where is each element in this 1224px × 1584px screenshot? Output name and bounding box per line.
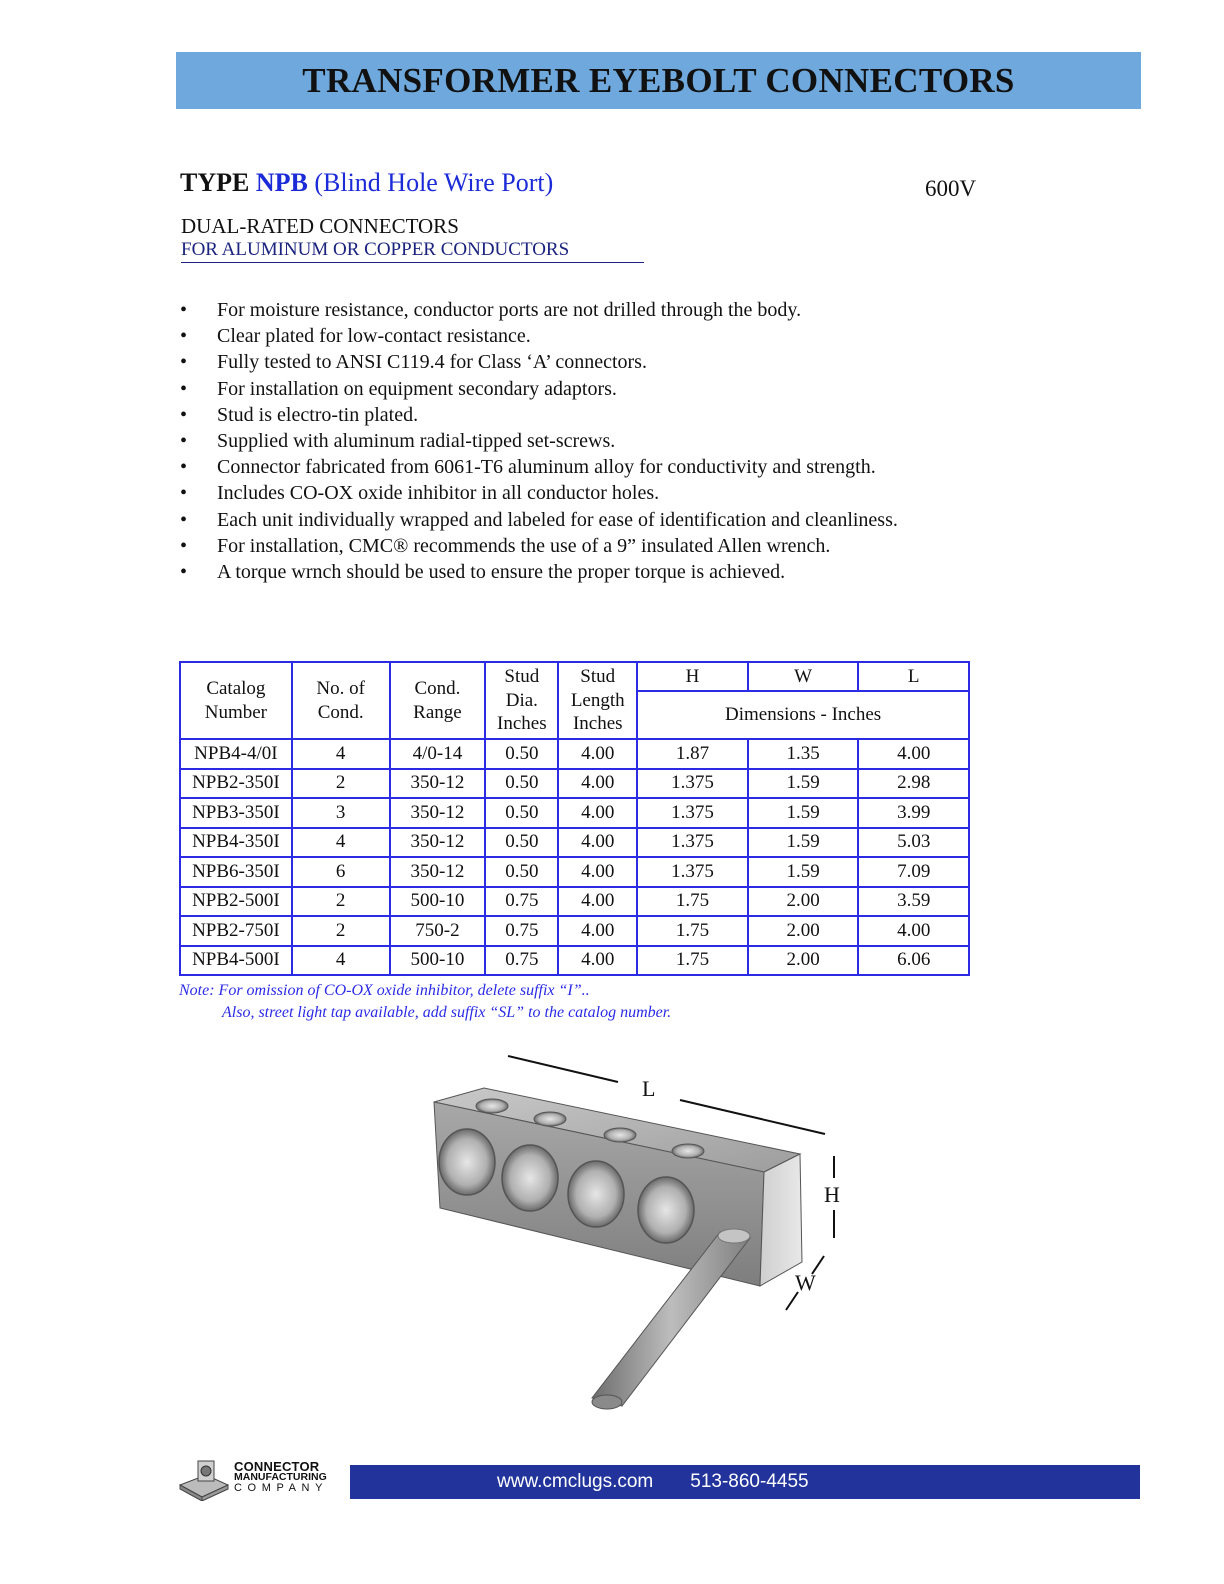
- header-no-of-cond: No. of Cond.: [292, 662, 390, 739]
- cell-w: 1.35: [748, 739, 859, 769]
- list-item: [180, 428, 898, 454]
- cell-stud-dia: 0.50: [485, 739, 558, 769]
- bullet-icon: •: [180, 325, 188, 348]
- cell-stud-len: 4.00: [558, 769, 637, 799]
- bullet-icon: •: [180, 456, 188, 479]
- cell-w: 1.59: [748, 828, 859, 858]
- cell-h: 1.75: [637, 887, 748, 917]
- cell-l: 3.59: [858, 887, 969, 917]
- type-prefix: TYPE: [180, 168, 250, 197]
- table-row: [180, 887, 969, 917]
- cell-catalog: NPB4-350I: [180, 828, 292, 858]
- cell-w: 2.00: [748, 916, 859, 946]
- page-title: TRANSFORMER EYEBOLT CONNECTORS: [302, 60, 1015, 100]
- product-type-heading: [180, 168, 553, 198]
- cell-w: 1.59: [748, 857, 859, 887]
- cell-l: 7.09: [858, 857, 969, 887]
- header-l: L: [858, 662, 969, 691]
- voltage-rating: 600V: [925, 176, 977, 201]
- cell-cond: 6: [292, 857, 390, 887]
- table-row: [180, 946, 969, 976]
- bullet-icon: •: [180, 561, 188, 584]
- note-line-1: Note: For omission of CO-OX oxide inhibitor, delete suffix “I”..: [179, 982, 590, 999]
- header-catalog-number: Catalog Number: [180, 662, 292, 739]
- dimension-label-h: H: [824, 1182, 840, 1207]
- cell-range: 350-12: [390, 828, 486, 858]
- cell-cond: 4: [292, 946, 390, 976]
- feature-text: For installation on equipment secondary adaptors.: [217, 377, 617, 400]
- setscrew-hole: [534, 1112, 566, 1126]
- rating-subheading: FOR ALUMINUM OR COPPER CONDUCTORS: [181, 239, 644, 263]
- feature-text: For installation, CMC® recommends the use of a 9” insulated Allen wrench.: [217, 534, 831, 557]
- list-item: [180, 507, 898, 533]
- bullet-icon: •: [180, 403, 188, 426]
- feature-list: [180, 297, 898, 585]
- bullet-icon: •: [180, 508, 188, 531]
- cell-stud-dia: 0.75: [485, 916, 558, 946]
- cell-stud-len: 4.00: [558, 739, 637, 769]
- cell-stud-dia: 0.50: [485, 769, 558, 799]
- cell-l: 3.99: [858, 798, 969, 828]
- cell-range: 4/0-14: [390, 739, 486, 769]
- logo-line-1: CONNECTOR: [234, 1459, 320, 1474]
- list-item: [180, 402, 898, 428]
- feature-text: A torque wrnch should be used to ensure the proper torque is achieved.: [217, 561, 786, 584]
- cell-cond: 4: [292, 828, 390, 858]
- cell-catalog: NPB4-4/0I: [180, 739, 292, 769]
- spec-table: [179, 661, 970, 976]
- cell-catalog: NPB2-500I: [180, 887, 292, 917]
- setscrew-hole: [672, 1144, 704, 1158]
- stud-end: [592, 1395, 622, 1409]
- conductor-port: [502, 1145, 558, 1211]
- header-stud-dia: Stud Dia. Inches: [485, 662, 558, 739]
- cell-range: 500-10: [390, 887, 486, 917]
- cell-cond: 2: [292, 916, 390, 946]
- setscrew-hole: [476, 1099, 508, 1113]
- cell-catalog: NPB2-750I: [180, 916, 292, 946]
- cell-catalog: NPB6-350I: [180, 857, 292, 887]
- footer-bar: [350, 1465, 1140, 1499]
- cell-range: 350-12: [390, 857, 486, 887]
- cell-stud-len: 4.00: [558, 887, 637, 917]
- logo-line-3: COMPANY: [234, 1482, 329, 1494]
- cell-h: 1.87: [637, 739, 748, 769]
- cell-range: 750-2: [390, 916, 486, 946]
- cell-l: 2.98: [858, 769, 969, 799]
- cell-l: 6.06: [858, 946, 969, 976]
- connector-drawing: [420, 1048, 860, 1418]
- cell-range: 350-12: [390, 769, 486, 799]
- cell-catalog: NPB2-350I: [180, 769, 292, 799]
- note-line-2: Also, street light tap available, add suffix “SL” to the catalog number.: [222, 1004, 672, 1021]
- cell-cond: 3: [292, 798, 390, 828]
- feature-text: Includes CO-OX oxide inhibitor in all conductor holes.: [217, 482, 660, 505]
- table-row: [180, 828, 969, 858]
- cell-stud-len: 4.00: [558, 798, 637, 828]
- cell-h: 1.375: [637, 769, 748, 799]
- bullet-icon: •: [180, 482, 188, 505]
- feature-text: Fully tested to ANSI C119.4 for Class ‘A’ connectors.: [217, 351, 647, 374]
- dim-line-l-left: [508, 1056, 618, 1082]
- feature-text: Stud is electro-tin plated.: [217, 403, 419, 426]
- feature-text: Supplied with aluminum radial-tipped set-screws.: [217, 430, 616, 453]
- dimension-label-w: W: [795, 1270, 816, 1295]
- table-note: [179, 980, 671, 1024]
- cell-stud-len: 4.00: [558, 828, 637, 858]
- bullet-icon: •: [180, 534, 188, 557]
- list-item: [180, 480, 898, 506]
- list-item: [180, 297, 898, 323]
- setscrew-hole: [604, 1128, 636, 1142]
- block-end: [760, 1154, 802, 1286]
- list-item: [180, 533, 898, 559]
- cell-stud-dia: 0.75: [485, 946, 558, 976]
- list-item: [180, 454, 898, 480]
- cell-catalog: NPB3-350I: [180, 798, 292, 828]
- cell-range: 500-10: [390, 946, 486, 976]
- stud-base: [718, 1229, 750, 1243]
- logo-line-2: MANUFACTURING: [234, 1471, 327, 1483]
- phone-number: 513-860-4455: [690, 1471, 809, 1492]
- bullet-icon: •: [180, 299, 188, 321]
- cell-l: 4.00: [858, 739, 969, 769]
- table-row: [180, 769, 969, 799]
- cell-w: 2.00: [748, 946, 859, 976]
- bullet-icon: •: [180, 351, 188, 374]
- feature-text: Each unit individually wrapped and labeled for ease of identification and cleanliness.: [217, 508, 898, 531]
- header-stud-length: Stud Length Inches: [558, 662, 637, 739]
- header-dimensions: Dimensions - Inches: [637, 691, 969, 739]
- table-row: [180, 798, 969, 828]
- cell-stud-dia: 0.75: [485, 887, 558, 917]
- cell-cond: 2: [292, 769, 390, 799]
- bullet-icon: •: [180, 377, 188, 400]
- cell-stud-len: 4.00: [558, 946, 637, 976]
- bullet-icon: •: [180, 430, 188, 453]
- cell-h: 1.375: [637, 828, 748, 858]
- list-item: [180, 349, 898, 375]
- type-description: (Blind Hole Wire Port): [314, 168, 554, 197]
- list-item: [180, 376, 898, 402]
- cell-cond: 2: [292, 887, 390, 917]
- dimension-label-l: L: [642, 1076, 656, 1101]
- cell-stud-dia: 0.50: [485, 828, 558, 858]
- cell-l: 5.03: [858, 828, 969, 858]
- type-code: NPB: [255, 168, 308, 197]
- cell-w: 1.59: [748, 798, 859, 828]
- connector-illustration: [420, 1048, 860, 1418]
- list-item: [180, 323, 898, 349]
- cell-range: 350-12: [390, 798, 486, 828]
- cell-h: 1.375: [637, 798, 748, 828]
- cell-h: 1.375: [637, 857, 748, 887]
- cell-l: 4.00: [858, 916, 969, 946]
- cell-stud-dia: 0.50: [485, 857, 558, 887]
- conductor-port: [568, 1161, 624, 1227]
- cell-h: 1.75: [637, 916, 748, 946]
- header-h: H: [637, 662, 748, 691]
- table-row: [180, 739, 969, 769]
- feature-text: Connector fabricated from 6061-T6 aluminum alloy for conductivity and strength.: [217, 456, 876, 479]
- lug-logo-icon: [176, 1455, 232, 1501]
- table-row: [180, 916, 969, 946]
- table-row: [180, 857, 969, 887]
- cell-w: 2.00: [748, 887, 859, 917]
- cell-w: 1.59: [748, 769, 859, 799]
- conductor-port: [439, 1129, 495, 1195]
- rating-heading: DUAL-RATED CONNECTORS: [181, 214, 459, 238]
- dim-line-l-right: [680, 1100, 825, 1134]
- title-bar: [176, 52, 1141, 109]
- feature-text: For moisture resistance, conductor ports are not drilled through the body.: [217, 299, 802, 321]
- cell-h: 1.75: [637, 946, 748, 976]
- cell-stud-len: 4.00: [558, 916, 637, 946]
- website-link[interactable]: www.cmclugs.com: [497, 1471, 654, 1492]
- cell-cond: 4: [292, 739, 390, 769]
- cell-stud-dia: 0.50: [485, 798, 558, 828]
- company-logo: [176, 1455, 346, 1501]
- list-item: [180, 559, 898, 585]
- header-w: W: [748, 662, 859, 691]
- cell-stud-len: 4.00: [558, 857, 637, 887]
- conductor-port: [638, 1177, 694, 1243]
- cell-catalog: NPB4-500I: [180, 946, 292, 976]
- header-cond-range: Cond. Range: [390, 662, 486, 739]
- feature-text: Clear plated for low-contact resistance.: [217, 325, 531, 348]
